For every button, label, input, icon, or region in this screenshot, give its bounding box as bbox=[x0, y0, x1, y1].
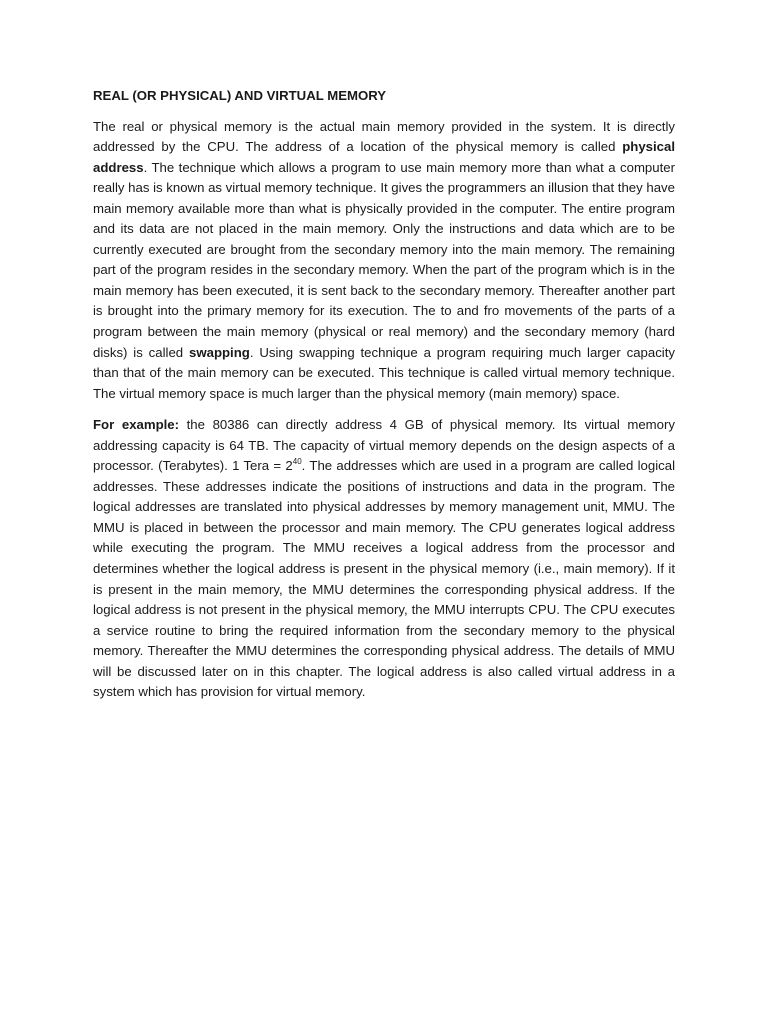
term-swapping: swapping bbox=[189, 344, 250, 360]
para1-text-c: . Using swapping technique a program requiring much larger capacity than that of the main memory can be executed. This technique is called virtual memory technique. The virtual memory space is much larger than the physical memory (main memory) space. bbox=[93, 344, 675, 401]
para1-text-b: . The technique which allows a program to use main memory more than what a computer really has is known as virtual memory technique. It gives the programmers an illusion that they have main memory available more than what is physically provided in the computer. The entire program and its data are not placed in the main memory. Only the instructions and data which are to be currently executed are brought from the secondary memory into the main memory. The remaining part of the program resides in the secondary memory. When the part of the program which is in the main memory has been executed, it is sent back to the secondary memory. Thereafter another part is brought into the primary memory for its execution. The to and fro movements of the parts of a program between the main memory (physical or real memory) and the secondary memory (hard disks) is called bbox=[93, 159, 675, 360]
paragraph-example bbox=[93, 415, 675, 703]
para2-text-b: . The addresses which are used in a program are called logical addresses. These addresses indicate the positions of instructions and data in the program. The logical addresses are translated into physical addresses by memory management unit, MMU. The MMU is placed in between the processor and main memory. The CPU generates logical address while executing the program. The MMU receives a logical address from the processor and determines whether the logical address is present in the physical memory (i.e., main memory). If it is present in the main memory, the MMU determines the corresponding physical address. If the logical address is not present in the physical memory, the MMU interrupts CPU. The CPU executes a service routine to bring the required information from the secondary memory to the physical memory. Thereafter the MMU determines the corresponding physical address. The details of MMU will be discussed later on in this chapter. The logical address is also called virtual address in a system which has provision for virtual memory. bbox=[93, 458, 675, 700]
para1-text-a: The real or physical memory is the actual main memory provided in the system. It is directly addressed by the CPU. The address of a location of the physical memory is called bbox=[93, 118, 675, 155]
exponent-superscript: 40 bbox=[292, 457, 302, 467]
example-lead: For example: bbox=[93, 417, 180, 433]
paragraph-real-virtual-memory bbox=[93, 117, 675, 405]
document-heading: REAL (OR PHYSICAL) AND VIRTUAL MEMORY bbox=[93, 88, 387, 103]
document-page bbox=[93, 86, 675, 714]
para2-text-a: the 80386 can directly address 4 GB of physical memory. Its virtual memory addressing capacity is 64 TB. The capacity of virtual memory depends on the design aspects of a processor. (Terabytes). 1 Tera = 2 bbox=[93, 417, 675, 474]
term-physical-address: physical address bbox=[93, 139, 675, 175]
